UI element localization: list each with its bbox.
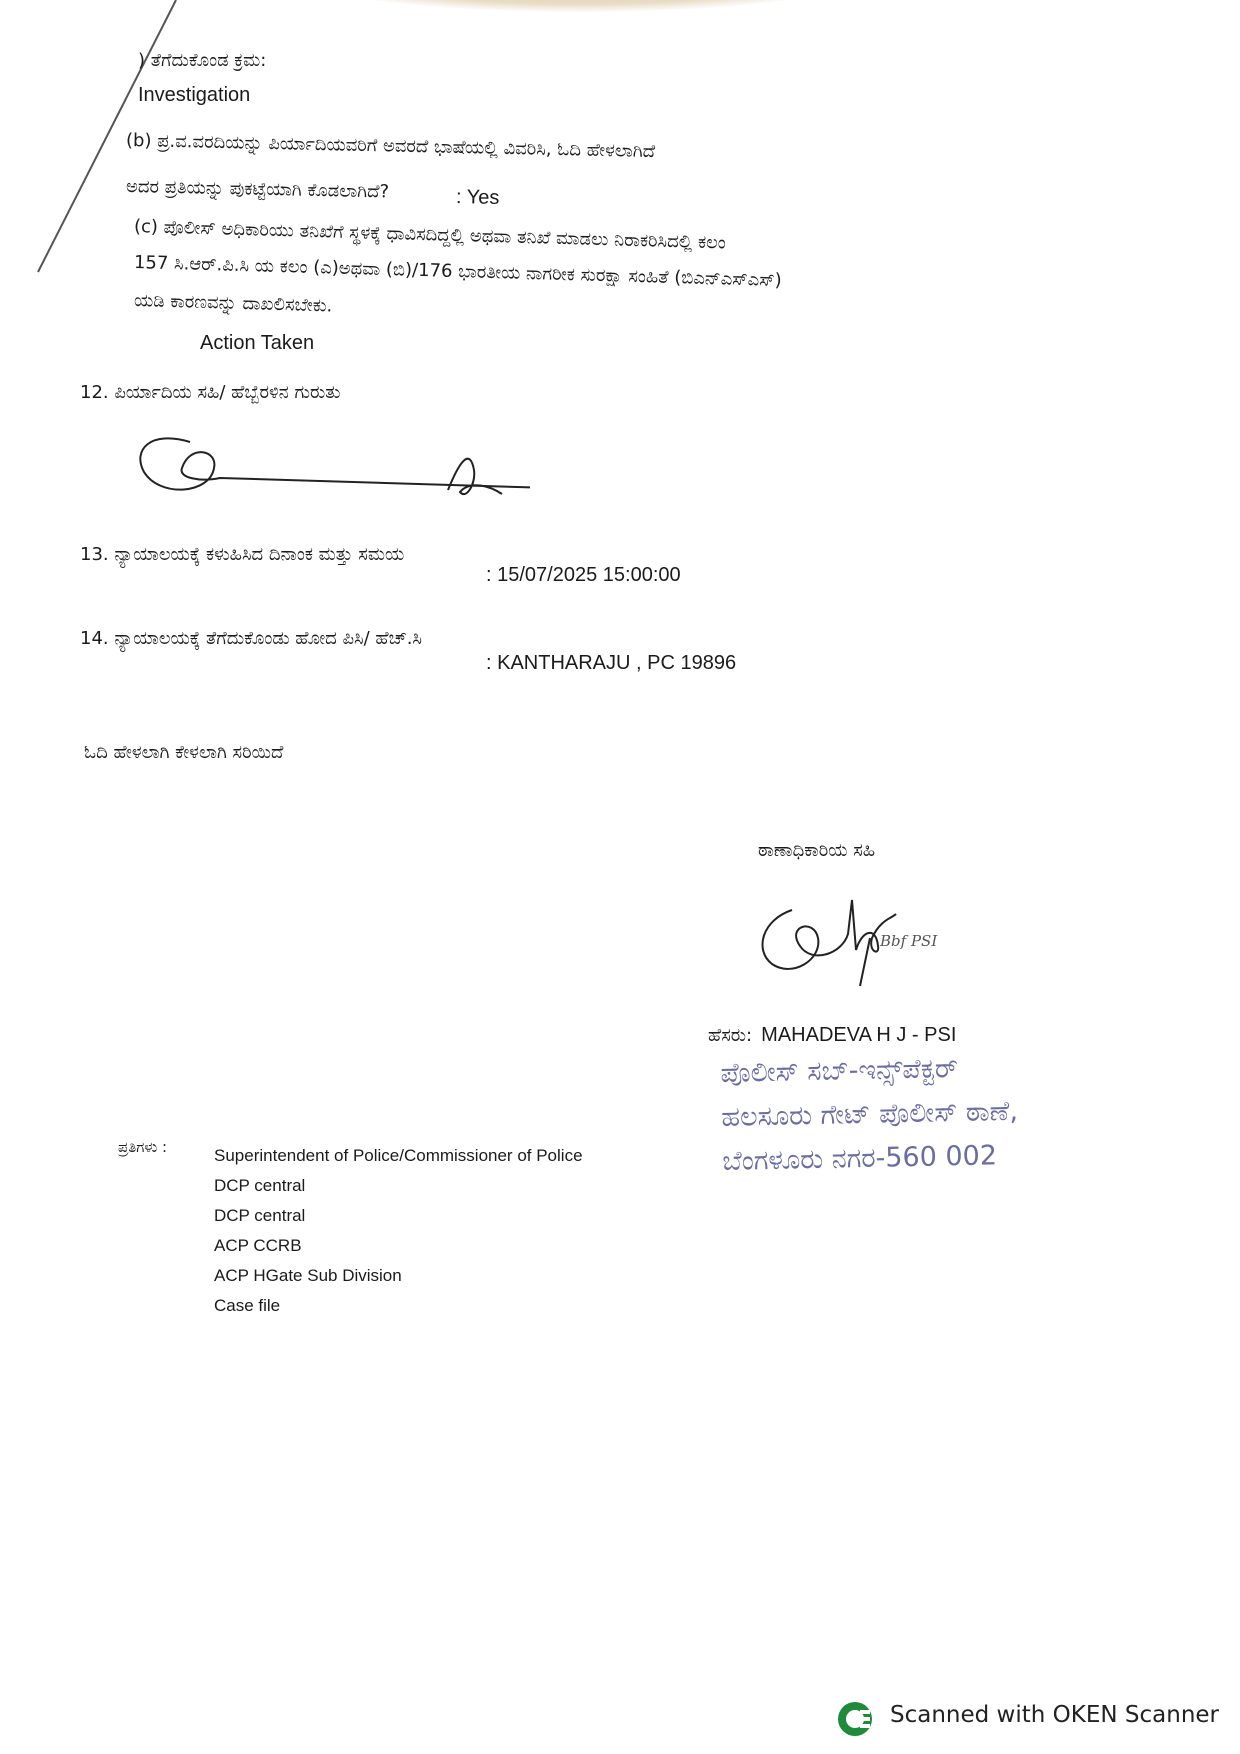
complainant-signature-label: 12. ಪಿರ್ಯಾದಿಯ ಸಹಿ/ ಹೆಬ್ಬೆರಳಿನ ಗುರುತು: [80, 382, 341, 403]
copy-recipient: DCP central: [214, 1176, 306, 1195]
question-b-line1: (b) ಪ್ರ.ವ.ವರದಿಯನ್ನು ಪಿರ್ಯಾದಿಯವರಿಗೆ ಅವರದೆ ಭಾಷೆಯಲ್ಲಿ ವಿವರಿಸಿ, ಓದಿ ಹೇಳಲಾಗಿದೆ: [125, 130, 656, 163]
question-b-answer: : Yes: [455, 186, 500, 209]
copy-recipient: ACP CCRB: [214, 1236, 302, 1255]
question-c-line2: 157 ಸಿ.ಆರ್.ಪಿ.ಸಿ ಯ ಕಲಂ (ಎ)ಅಥವಾ (ಬಿ)/176 ಭಾರತೀಯ ನಾಗರೀಕ ಸುರಕ್ಷಾ ಸಂಹಿತೆ (ಬಿಎನ್‌ಎಸ್‌ಎಸ್): [133, 252, 782, 292]
officer-signature-text: Bbf PSI: [880, 932, 938, 950]
court-officer-label: 14. ನ್ಯಾಯಾಲಯಕ್ಕೆ ತೆಗೆದುಕೊಂಡು ಹೋದ ಪಿಸಿ/ ಹೆಚ್.ಸಿ: [80, 628, 422, 649]
officer-name-row: [708, 1024, 956, 1047]
stamp-line-2: ಹಲಸೂರು ಗೇಟ್ ಪೊಲೀಸ್ ಠಾಣೆ,: [721, 1095, 1019, 1133]
court-officer-value: : KANTHARAJU , PC 19896: [486, 652, 737, 674]
officer-name-label: ಹೆಸರು:: [708, 1025, 753, 1046]
scan-artifact-arc: [300, 0, 860, 12]
stamp-line-1: ಪೊಲೀಸ್ ಸಬ್-ಇನ್ಸ್‌ಪೆಕ್ಟರ್: [720, 1053, 959, 1089]
read-confirmation-note: ಓದಿ ಹೇಳಲಾಗಿ ಕೇಳಲಾಗಿ ಸರಿಯಿದೆ: [84, 742, 284, 763]
action-taken-label: ) ತೆಗೆದುಕೊಂಡ ಕ್ರಮ:: [138, 50, 267, 71]
copy-recipient: ACP HGate Sub Division: [214, 1266, 402, 1285]
stamp-line-3: ಬೆಂಗಳೂರು ನಗರ-560 002: [721, 1140, 998, 1177]
question-b-line2: ಅದರ ಪ್ರತಿಯನ್ನು ಪುಕಟ್ಟೆಯಾಗಿ ಕೊಡಲಾಗಿದೆ?: [125, 176, 390, 203]
court-date-value: : 15/07/2025 15:00:00: [486, 564, 681, 586]
oken-scanner-icon: [836, 1700, 874, 1738]
complainant-signature: [130, 420, 530, 510]
court-date-label: 13. ನ್ಯಾಯಾಲಯಕ್ಕೆ ಕಳುಹಿಸಿದ ದಿನಾಂಕ ಮತ್ತು ಸಮಯ: [80, 544, 405, 565]
copy-recipient: Superintendent of Police/Commissioner of Police: [214, 1146, 583, 1165]
copy-recipient: Case file: [214, 1296, 281, 1315]
question-c-line1: (c) ಪೊಲೀಸ್ ಅಧಿಕಾರಿಯು ತನಿಖೆಗೆ ಸ್ಥಳಕ್ಕೆ ಧಾವಿಸದಿದ್ದಲ್ಲಿ ಅಥವಾ ತನಿಖೆ ಮಾಡಲು ನಿರಾಕರಿಸಿದಲ್ಲಿ ಕಲಂ: [133, 216, 727, 254]
question-c-line3: ಯಡಿ ಕಾರಣವನ್ನು ದಾಖಲಿಸಬೇಕು.: [133, 290, 333, 317]
action-taken-value: Investigation: [138, 84, 251, 106]
police-station-stamp: [720, 1046, 1019, 1184]
scanner-watermark-text: Scanned with OKEN Scanner: [890, 1702, 1219, 1728]
officer-signature-label: ಠಾಣಾಧಿಕಾರಿಯ ಸಹಿ: [758, 840, 876, 861]
copies-label: ಪ್ರತಿಗಳು :: [118, 1138, 168, 1156]
question-c-answer: Action Taken: [200, 332, 315, 354]
officer-name-value: MAHADEVA H J - PSI: [761, 1024, 957, 1046]
copy-recipient: DCP central: [214, 1206, 306, 1225]
